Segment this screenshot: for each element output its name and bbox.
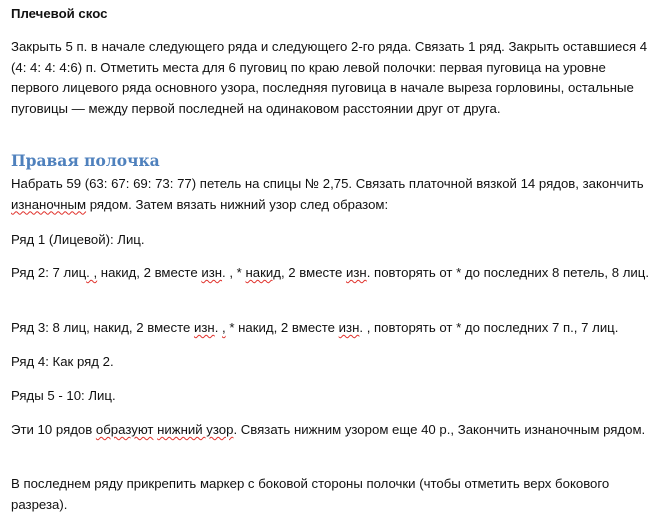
- section-title-shoulder-slope: Плечевой скос: [11, 6, 108, 21]
- text-run: Набрать 59 (63: 67: 69: 73: 77) петель на спицы № 2,75. Связать платочной вязкой 14 рядов, закончить: [11, 176, 644, 191]
- spellcheck-word: образуют: [95, 422, 154, 437]
- section-title-right-front: Правая полочка: [11, 151, 160, 170]
- text-run: . Связать нижним узором еще 40 р., Закончить изнаночным рядом.: [233, 422, 646, 437]
- spellcheck-word: изн: [346, 265, 367, 280]
- paragraph-marker-note: В последнем ряду прикрепить маркер с боковой стороны полочки (чтобы отметить верх бокового разреза).: [11, 476, 610, 512]
- paragraph-row-1: Ряд 1 (Лицевой): Лиц.: [11, 232, 145, 247]
- spellcheck-word: изн: [338, 320, 360, 335]
- text-run: Ряд 2: 7 лиц: [11, 265, 87, 280]
- spellcheck-word: изнаночным: [11, 196, 87, 212]
- text-run: . повторять от * до последних 8 петель, 8 лиц.: [366, 265, 650, 280]
- paragraph-row-4: Ряд 4: Как ряд 2.: [11, 354, 114, 369]
- paragraph-pattern-note: [11, 420, 651, 441]
- text-run: , 2 вместе: [280, 265, 347, 280]
- paragraph-shoulder-instructions: Закрыть 5 п. в начале следующего ряда и следующего 2-го ряда. Связать 1 ряд. Закрыть оставшиеся 4 (4: 4: 4: 4:6) п. Отметить места для 6 пуговиц по краю левой полочки: первая пуговица на уровне первого лицевого ряда основного узора, последняя пуговица в начале выреза горловины, остальные пуговицы — между первой последней на одинаковом расстоянии друг от друга.: [11, 39, 648, 116]
- paragraph-row-3: [11, 318, 651, 339]
- text-run: накид, 2 вместе: [97, 265, 202, 280]
- spellcheck-word: изн: [201, 265, 223, 280]
- paragraph-rows-5-10: Ряды 5 - 10: Лиц.: [11, 388, 116, 403]
- spellcheck-word: ,: [222, 320, 226, 335]
- text-run: .: [214, 320, 223, 335]
- text-run: * накид, 2 вместе: [225, 320, 339, 335]
- text-run: . , повторять от * до последних 7 п., 7 лиц.: [359, 320, 619, 335]
- text-run: рядом. Затем вязать нижний узор след образом:: [86, 196, 389, 212]
- text-run: . , *: [222, 265, 246, 280]
- spellcheck-word: . ,: [86, 265, 98, 280]
- spellcheck-word: изн: [193, 320, 215, 335]
- text-run: Ряд 3: 8 лиц, накид, 2 вместе: [11, 320, 194, 335]
- spellcheck-word: накид: [245, 265, 281, 280]
- paragraph-row-2: [11, 263, 651, 284]
- text-run: Эти 10 рядов: [11, 422, 96, 437]
- paragraph-right-front-intro: [11, 174, 651, 215]
- spellcheck-word: нижний узор: [157, 422, 234, 437]
